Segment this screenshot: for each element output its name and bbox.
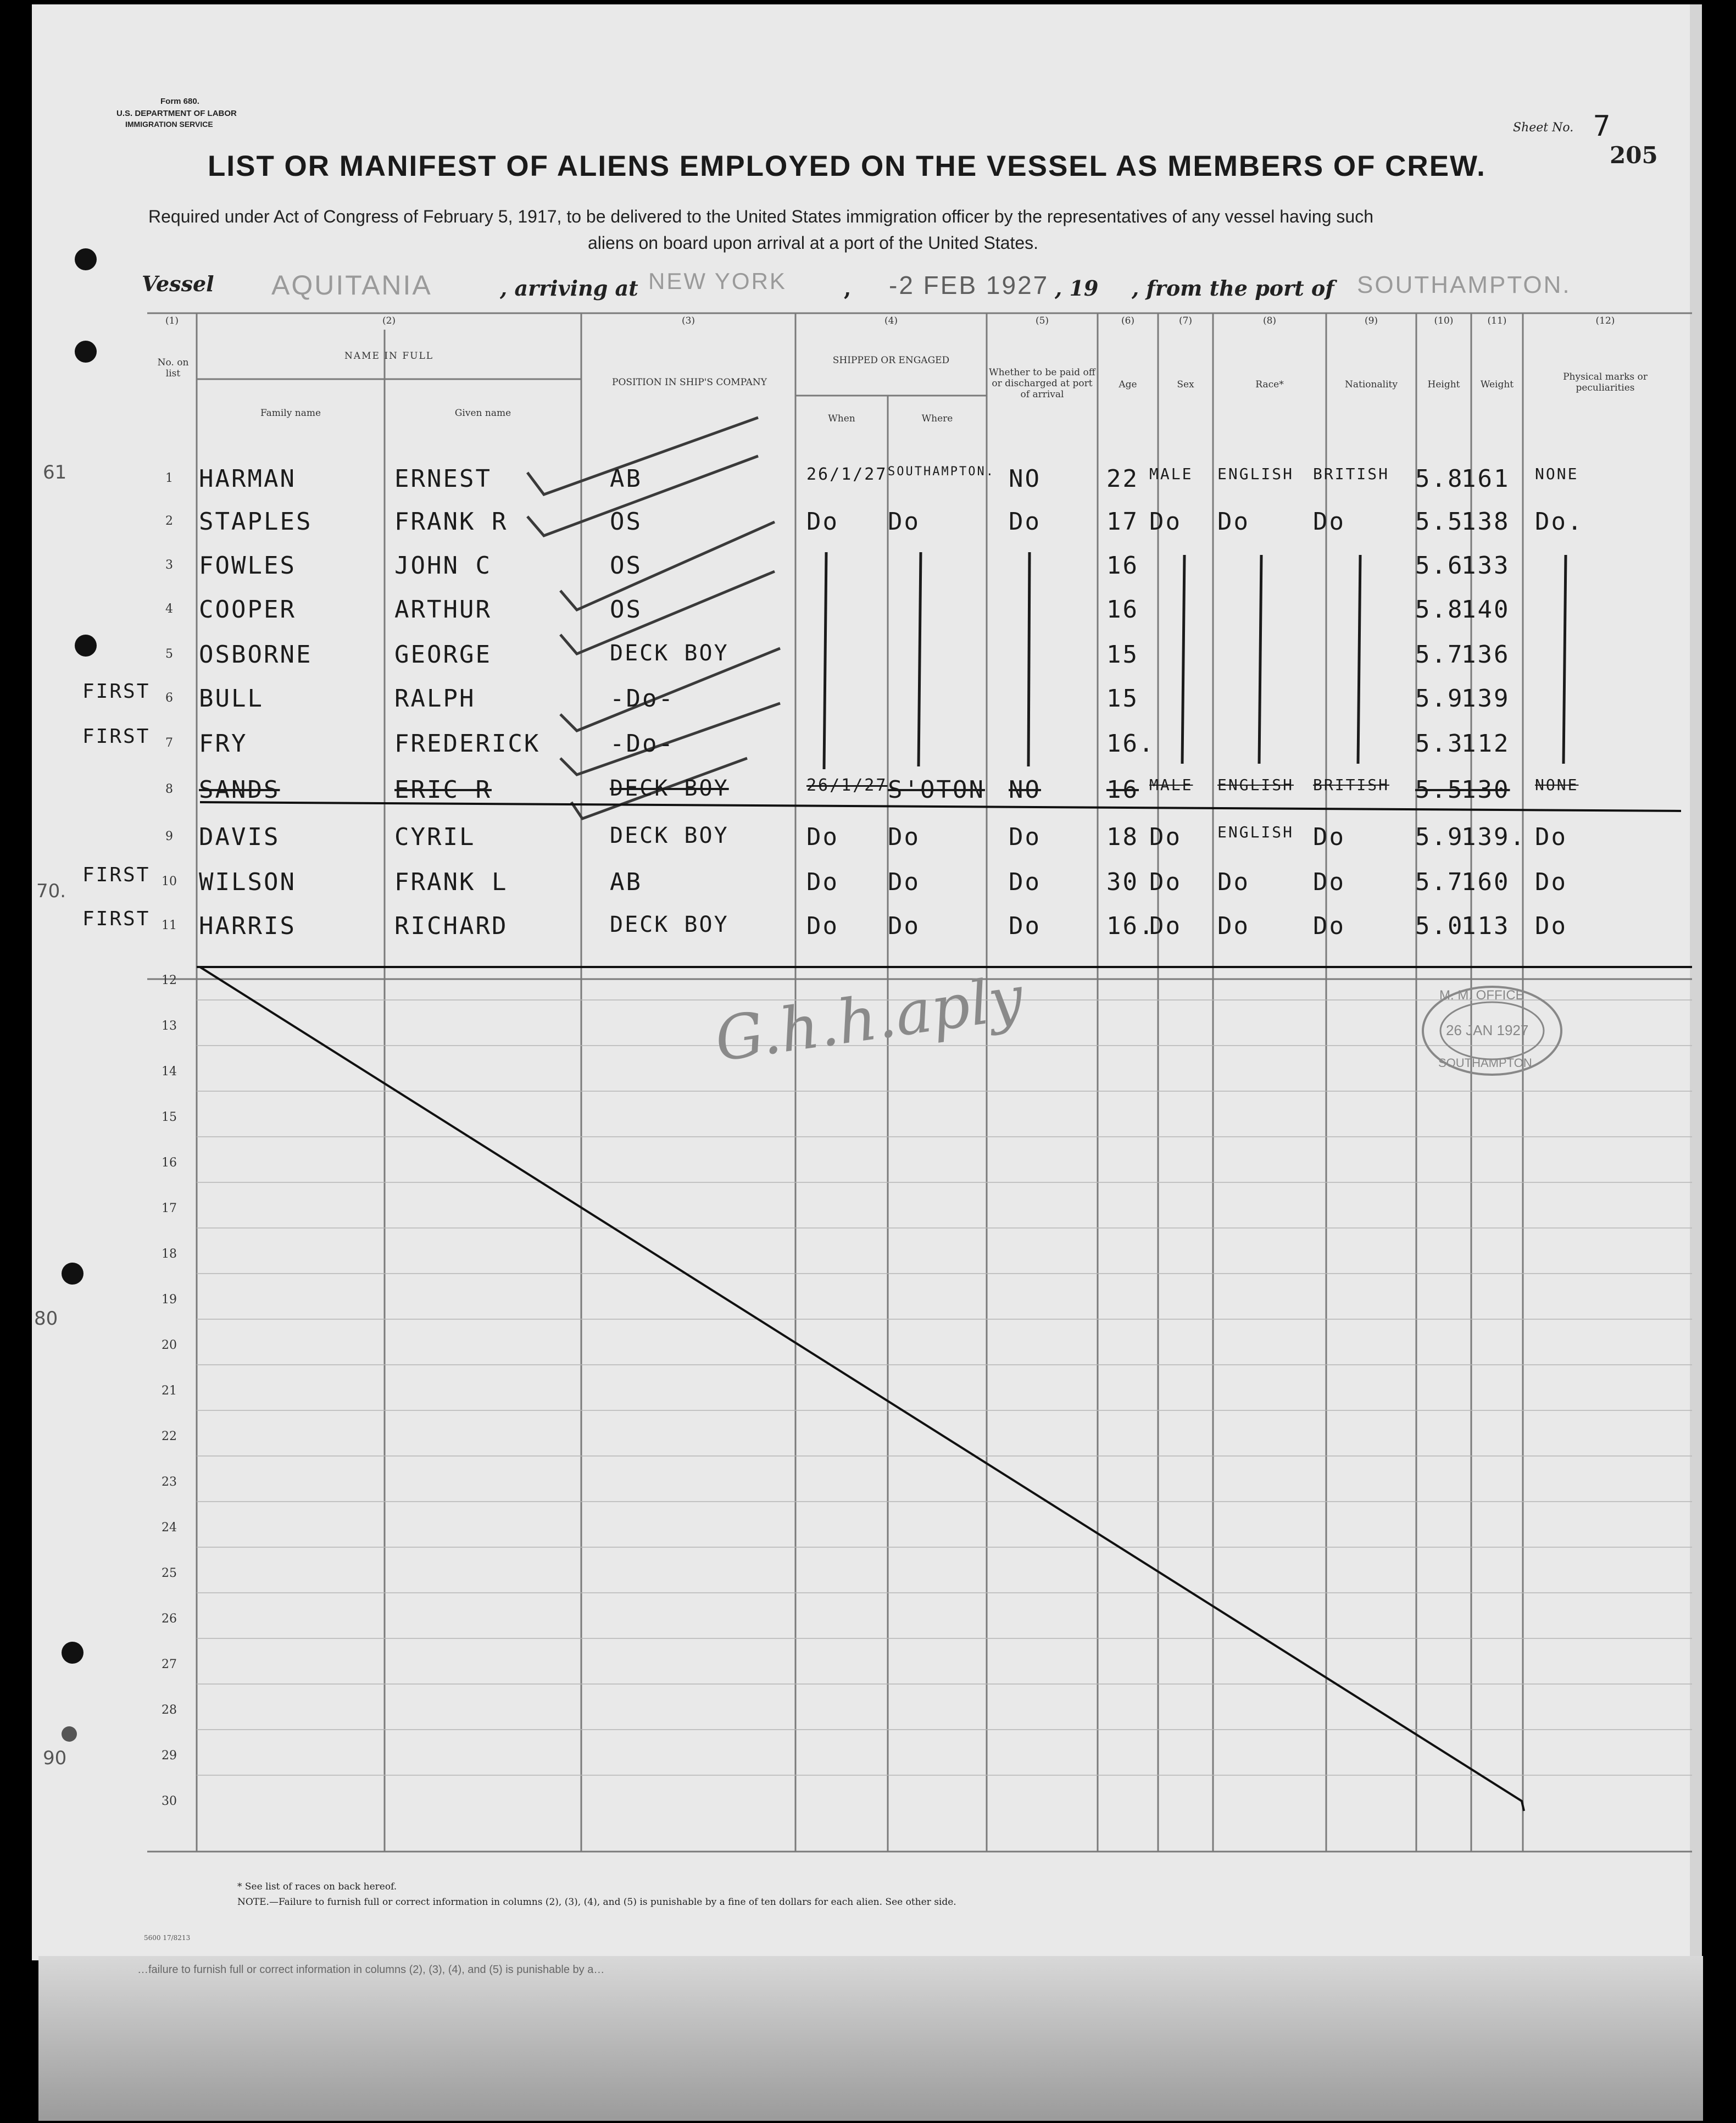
- row-number: 7: [165, 736, 173, 750]
- row-note: FIRST: [82, 725, 151, 748]
- shipped-when: Do: [806, 912, 839, 940]
- family-name: WILSON: [199, 868, 296, 896]
- marks: Do.: [1535, 508, 1584, 536]
- row-number: 9: [165, 830, 173, 843]
- empty-row-number: 19: [162, 1293, 177, 1307]
- empty-row-number: 30: [162, 1794, 177, 1808]
- col-9-label: Nationality: [1345, 379, 1398, 390]
- age: 16: [1106, 552, 1139, 580]
- empty-row-number: 15: [162, 1110, 177, 1124]
- col-7-number: (7): [1178, 315, 1193, 326]
- given-name: CYRIL: [394, 823, 476, 851]
- given-name: FRANK R: [394, 508, 508, 536]
- col-8-number: (8): [1262, 315, 1277, 326]
- height: 5.0: [1415, 912, 1464, 940]
- shipped-when: Do: [806, 823, 839, 851]
- weight: 161: [1461, 465, 1510, 493]
- row-note: FIRST: [82, 680, 151, 703]
- col-4-number: (4): [884, 315, 898, 326]
- weight: 136: [1461, 641, 1510, 669]
- form-number: Form 680.: [160, 97, 199, 106]
- row-number: 6: [165, 691, 173, 705]
- family-name: SANDS: [199, 776, 280, 804]
- empty-row-number: 23: [162, 1475, 177, 1489]
- race: Do: [1217, 508, 1250, 536]
- col-11-number: (11): [1487, 315, 1507, 326]
- family-name: STAPLES: [199, 508, 313, 536]
- nationality: BRITISH: [1313, 465, 1390, 483]
- marks: NONE: [1535, 465, 1579, 483]
- col-6-number: (6): [1121, 315, 1135, 326]
- row-number: 11: [162, 919, 177, 932]
- height: 5.6: [1415, 552, 1464, 580]
- position: OS: [610, 508, 642, 536]
- position: OS: [610, 596, 642, 624]
- nationality: BRITISH: [1313, 776, 1390, 794]
- family-name: DAVIS: [199, 823, 280, 851]
- margin-note: 70.: [36, 880, 66, 902]
- race: ENGLISH: [1217, 823, 1294, 841]
- col-4-where-label: Where: [921, 413, 953, 424]
- row-number: 10: [162, 875, 177, 888]
- stamp-bottom: SOUTHAMPTON: [1438, 1056, 1532, 1070]
- height: 5.7: [1415, 641, 1464, 669]
- col-5-number: (5): [1035, 315, 1049, 326]
- height: 5.8: [1415, 465, 1464, 493]
- empty-row-number: 14: [162, 1065, 177, 1079]
- empty-row-number: 22: [162, 1430, 177, 1443]
- row-number: 1: [165, 471, 173, 485]
- given-name: GEORGE: [394, 641, 492, 669]
- given-name: ERNEST: [394, 465, 492, 493]
- paid-off: Do: [1009, 508, 1041, 536]
- empty-row-number: 24: [162, 1521, 177, 1535]
- paid-off: Do: [1009, 823, 1041, 851]
- position: DECK BOY: [610, 912, 729, 937]
- row-note: FIRST: [82, 908, 151, 930]
- given-name: RALPH: [394, 685, 476, 713]
- race: ENGLISH: [1217, 465, 1294, 483]
- empty-row-number: 12: [162, 974, 177, 987]
- empty-row-number: 16: [162, 1156, 177, 1170]
- family-name: OSBORNE: [199, 641, 313, 669]
- age: 22: [1106, 465, 1139, 493]
- sex: MALE: [1149, 776, 1193, 794]
- paid-off: Do: [1009, 912, 1041, 940]
- row-number: 4: [165, 602, 173, 616]
- row-number: 8: [165, 782, 173, 796]
- sex: Do: [1149, 508, 1182, 536]
- col-10-label: Height: [1427, 379, 1460, 390]
- col-3-label: POSITION IN SHIP'S COMPANY: [612, 377, 767, 388]
- row-number: 2: [165, 514, 173, 528]
- age: 18: [1106, 823, 1139, 851]
- col-8-label: Race*: [1255, 379, 1284, 390]
- age: 15: [1106, 641, 1139, 669]
- position: OS: [610, 552, 642, 580]
- paid-off: NO: [1009, 776, 1041, 804]
- shipped-where: S'OTON: [888, 776, 985, 804]
- family-name: HARRIS: [199, 912, 296, 940]
- family-name: COOPER: [199, 596, 296, 624]
- shipped-where: Do: [888, 868, 920, 896]
- height: 5.5: [1415, 776, 1464, 804]
- signature: G.h.h.aply: [710, 962, 1028, 1075]
- height: 5.8: [1415, 596, 1464, 624]
- service: IMMIGRATION SERVICE: [125, 120, 213, 129]
- margin-note: 90: [43, 1747, 67, 1769]
- height: 5.9: [1415, 685, 1464, 713]
- race: ENGLISH: [1217, 776, 1294, 794]
- given-name: ERIC R: [394, 776, 492, 804]
- print-code: 5600 17/8213: [144, 1934, 191, 1942]
- col-9-number: (9): [1364, 315, 1378, 326]
- age: 16: [1106, 776, 1139, 804]
- family-name: HARMAN: [199, 465, 296, 493]
- col-1-number: (1): [165, 315, 179, 326]
- shipped-where: Do: [888, 823, 920, 851]
- row-number: 5: [165, 647, 173, 661]
- paid-off: Do: [1009, 868, 1041, 896]
- position: AB: [610, 868, 642, 896]
- weight: 130: [1461, 776, 1510, 804]
- col-2-number: (2): [382, 315, 396, 326]
- race: Do: [1217, 912, 1250, 940]
- age: 16.: [1106, 912, 1155, 940]
- col-2-family-label: Family name: [260, 408, 321, 419]
- row-number: 3: [165, 558, 173, 572]
- empty-row-number: 29: [162, 1749, 177, 1763]
- family-name: BULL: [199, 685, 264, 713]
- height: 5.5: [1415, 508, 1464, 536]
- col-11-label: Weight: [1480, 379, 1514, 390]
- height: 5.7: [1415, 868, 1464, 896]
- from-port: SOUTHAMPTON.: [1357, 271, 1571, 298]
- vessel-name: AQUITANIA: [271, 270, 432, 301]
- shipped-when: Do: [806, 868, 839, 896]
- stamp-top: M. M. OFFICE: [1439, 988, 1524, 1003]
- page-title: LIST OR MANIFEST OF ALIENS EMPLOYED ON THE VESSEL AS MEMBERS OF CREW.: [208, 150, 1486, 182]
- given-name: FREDERICK: [394, 730, 541, 758]
- col-12-label: Physical marks or peculiarities: [1563, 371, 1648, 393]
- nationality: Do: [1313, 868, 1345, 896]
- weight: 139.: [1461, 823, 1526, 851]
- col-10-number: (10): [1434, 315, 1454, 326]
- empty-row-number: 13: [162, 1019, 177, 1033]
- department: U.S. DEPARTMENT OF LABOR: [116, 109, 237, 118]
- height: 5.3: [1415, 730, 1464, 758]
- arriving-label: , arriving at: [500, 276, 638, 301]
- position: -Do-: [610, 730, 675, 758]
- shipped-when: Do: [806, 508, 839, 536]
- from-label: , from the port of: [1132, 276, 1334, 301]
- arriving-port: NEW YORK: [648, 268, 787, 294]
- col-5-label: Whether to be paid off or discharged at port of arrival: [989, 367, 1095, 400]
- family-name: FOWLES: [199, 552, 296, 580]
- height: 5.9: [1415, 823, 1464, 851]
- empty-row-number: 25: [162, 1566, 177, 1580]
- margin-note: 80: [34, 1308, 58, 1330]
- vessel-label: Vessel: [142, 271, 214, 296]
- age: 30: [1106, 868, 1139, 896]
- empty-row-number: 27: [162, 1658, 177, 1671]
- race: Do: [1217, 868, 1250, 896]
- weight: 160: [1461, 868, 1510, 896]
- col-2-label: NAME IN FULL: [344, 351, 434, 362]
- given-name: RICHARD: [394, 912, 508, 940]
- col-1-label: No. on list: [157, 357, 189, 379]
- col-4-when-label: When: [828, 413, 855, 424]
- age: 16.: [1106, 730, 1155, 758]
- nationality: Do: [1313, 823, 1345, 851]
- stamp-date: 26 JAN 1927: [1446, 1022, 1529, 1038]
- col-7-label: Sex: [1177, 379, 1194, 390]
- col-12-number: (12): [1595, 315, 1615, 326]
- sex: Do: [1149, 912, 1182, 940]
- marks: Do: [1535, 868, 1567, 896]
- subtitle-line-1: Required under Act of Congress of February 5, 1917, to be delivered to the United States immigration officer by the representatives of any vessel having such: [148, 207, 1373, 226]
- given-name: JOHN C: [394, 552, 492, 580]
- shipped-when: 26/1/27: [806, 465, 888, 484]
- shipped-where: Do: [888, 508, 920, 536]
- weight: 139: [1461, 685, 1510, 713]
- nationality: Do: [1313, 912, 1345, 940]
- empty-row-number: 20: [162, 1338, 177, 1352]
- stub-text: …failure to furnish full or correct information in columns (2), (3), (4), and (5) is punishable by a…: [137, 1964, 605, 1976]
- subtitle-line-2: aliens on board upon arrival at a port of the United States.: [588, 233, 1039, 253]
- family-name: FRY: [199, 730, 248, 758]
- col-3-number: (3): [681, 315, 695, 326]
- shipped-when: 26/1/27: [806, 776, 888, 795]
- position: -Do-: [610, 685, 675, 713]
- shipped-where: SOUTHAMPTON.: [888, 465, 995, 479]
- row-note: FIRST: [82, 864, 151, 886]
- shipped-where: Do: [888, 912, 920, 940]
- marks: NONE: [1535, 776, 1579, 794]
- position: AB: [610, 465, 642, 493]
- empty-row-number: 26: [162, 1612, 177, 1626]
- age: 16: [1106, 596, 1139, 624]
- arrival-date: -2 FEB 1927: [889, 271, 1049, 299]
- weight: 113: [1461, 912, 1510, 940]
- sex: Do: [1149, 823, 1182, 851]
- page-number: 205: [1610, 142, 1658, 169]
- margin-note: 61: [43, 462, 67, 483]
- empty-row-number: 18: [162, 1247, 177, 1261]
- given-name: FRANK L: [394, 868, 508, 896]
- nationality: Do: [1313, 508, 1345, 536]
- marks: Do: [1535, 823, 1567, 851]
- weight: 138: [1461, 508, 1510, 536]
- weight: 140: [1461, 596, 1510, 624]
- weight: 112: [1461, 730, 1510, 758]
- empty-row-number: 28: [162, 1703, 177, 1717]
- sheet-number: 7: [1593, 110, 1612, 143]
- penalty-note: NOTE.—Failure to furnish full or correct information in columns (2), (3), (4), and (5) is punishable by a fine of ten dollars for each alien. See other side.: [237, 1897, 956, 1908]
- col-4-label: SHIPPED OR ENGAGED: [832, 355, 950, 366]
- given-name: ARTHUR: [394, 596, 492, 624]
- position: DECK BOY: [610, 823, 729, 848]
- position: DECK BOY: [610, 776, 729, 801]
- sex: Do: [1149, 868, 1182, 896]
- empty-row-number: 21: [162, 1384, 177, 1398]
- position: DECK BOY: [610, 641, 729, 666]
- col-6-label: Age: [1119, 379, 1137, 390]
- sex: MALE: [1149, 465, 1193, 483]
- year-label: , 19: [1055, 276, 1099, 301]
- comma: ,: [844, 276, 852, 301]
- empty-row-number: 17: [162, 1202, 177, 1215]
- marks: Do: [1535, 912, 1567, 940]
- age: 15: [1106, 685, 1139, 713]
- sheet-label: Sheet No.: [1513, 121, 1574, 135]
- col-2-given-label: Given name: [454, 408, 511, 419]
- weight: 133: [1461, 552, 1510, 580]
- races-footnote: * See list of races on back hereof.: [237, 1881, 397, 1892]
- paid-off: NO: [1009, 465, 1041, 493]
- age: 17: [1106, 508, 1139, 536]
